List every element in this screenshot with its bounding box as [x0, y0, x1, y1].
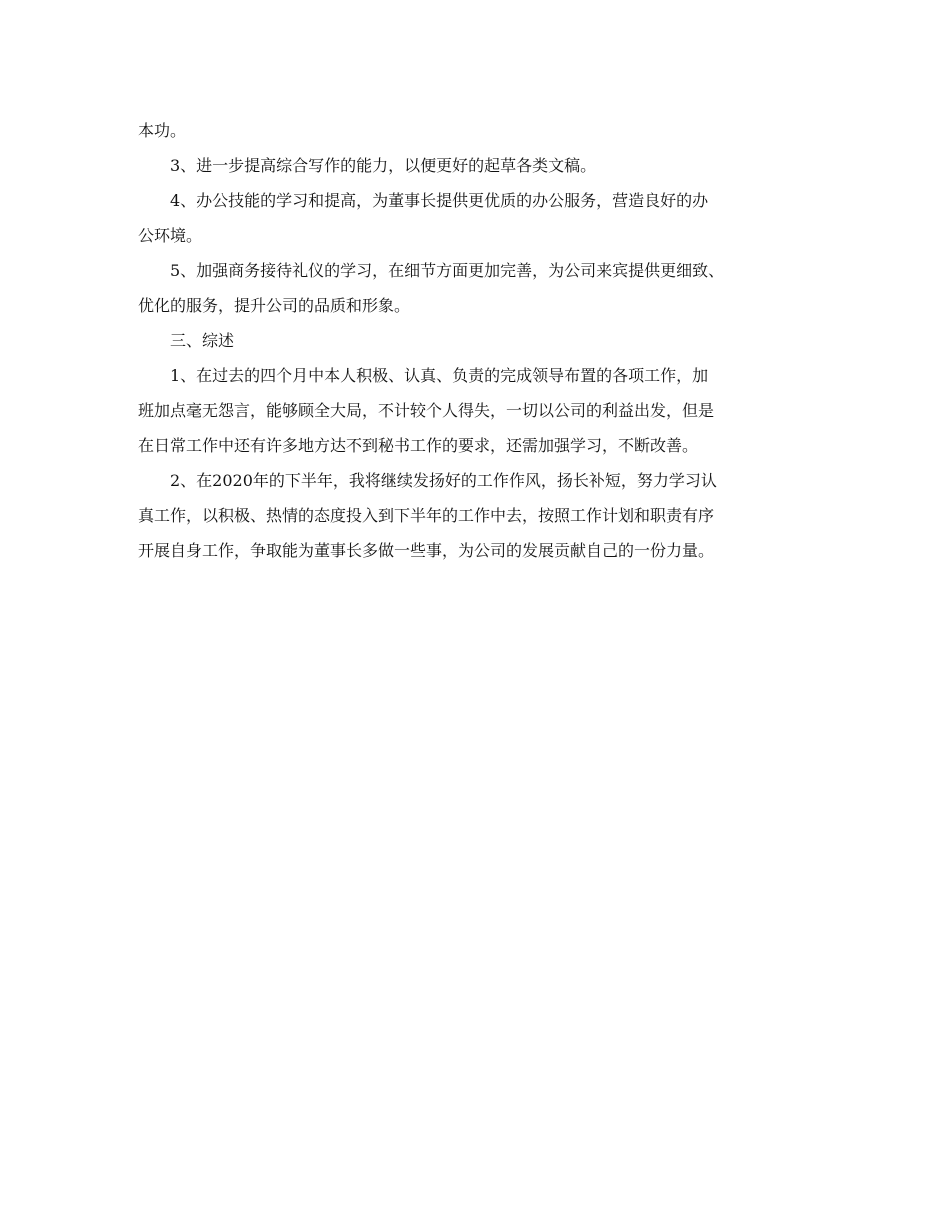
text-line: 开展自身工作，争取能为董事长多做一些事，为公司的发展贡献自己的一份力量。 — [138, 541, 715, 560]
text-line: 1、在过去的四个月中本人积极、认真、负责的完成领导布置的各项工作，加 — [170, 366, 709, 385]
text-line: 在日常工作中还有许多地方达不到秘书工作的要求，还需加强学习，不断改善。 — [138, 436, 699, 455]
text-line: 优化的服务，提升公司的品质和形象。 — [138, 296, 411, 315]
text-line: 公环境。 — [138, 226, 203, 245]
document-body — [138, 113, 818, 568]
section-heading: 三、综述 — [170, 331, 235, 350]
text-line: 班加点毫无怨言，能够顾全大局，不计较个人得失，一切以公司的利益出发，但是 — [138, 401, 715, 420]
text-line: 5、加强商务接待礼仪的学习，在细节方面更加完善，为公司来宾提供更细致、 — [170, 261, 725, 280]
text-line: 4、办公技能的学习和提高，为董事长提供更优质的办公服务，营造良好的办 — [170, 191, 709, 210]
text-line: 真工作，以积极、热情的态度投入到下半年的工作中去，按照工作计划和职责有序 — [138, 506, 715, 525]
text-line: 本功。 — [138, 121, 187, 140]
text-line: 2、在2020年的下半年，我将继续发扬好的工作作风，扬长补短，努力学习认 — [170, 471, 717, 490]
text-line: 3、进一步提高综合写作的能力，以便更好的起草各类文稿。 — [170, 156, 597, 175]
